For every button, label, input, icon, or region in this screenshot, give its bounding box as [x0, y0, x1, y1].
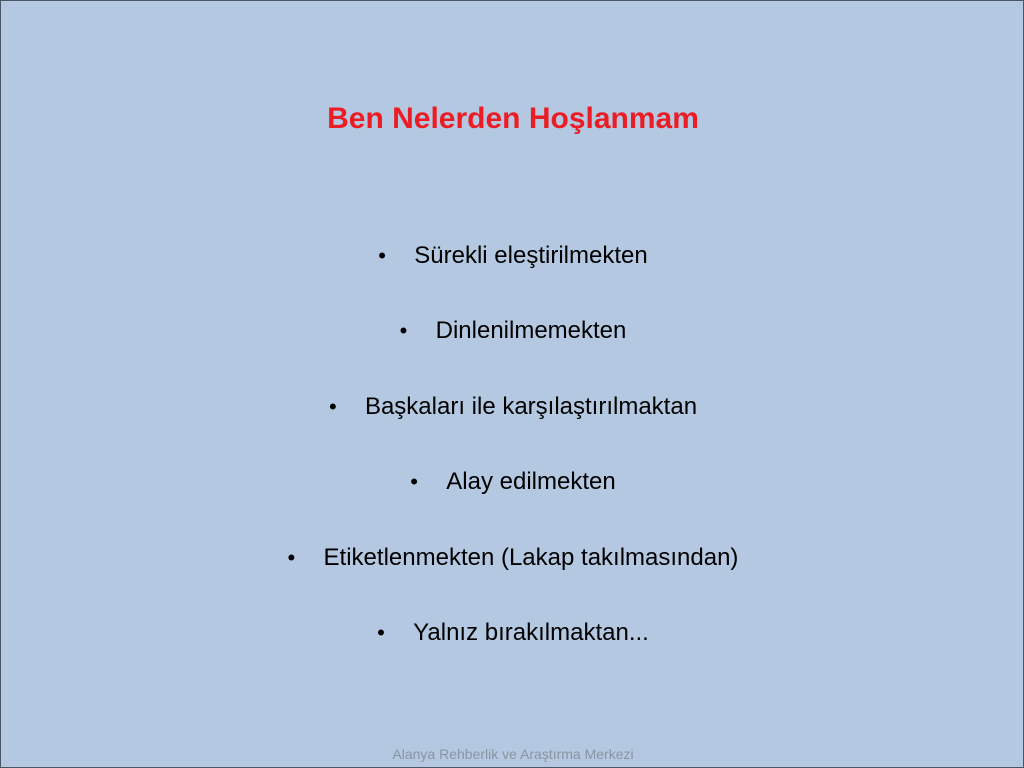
bullet-icon: • — [378, 243, 386, 268]
bullet-icon: • — [287, 544, 296, 570]
list-item-text: Alay edilmekten — [446, 468, 616, 496]
bullet-icon: • — [410, 469, 418, 495]
bullet-icon: • — [399, 318, 408, 344]
slide-title: Ben Nelerden Hoşlanmam — [327, 102, 699, 135]
bullet-icon: • — [328, 393, 337, 419]
list-item-text: Başkaları ile karşılaştırılmaktan — [364, 392, 698, 420]
bullet-list — [1, 234, 1024, 686]
list-item — [1, 611, 1024, 686]
list-item — [1, 460, 1024, 535]
list-item-text: Sürekli eleştirilmekten — [414, 242, 648, 269]
list-item — [1, 536, 1024, 611]
list-item-text: Etiketlenmekten (Lakap takılmasından) — [323, 543, 739, 571]
list-item-text: Dinlenilmemekten — [435, 317, 627, 345]
bullet-icon: • — [377, 619, 385, 645]
list-item — [1, 234, 1024, 309]
list-item-text: Yalnız bırakılmaktan... — [413, 618, 649, 646]
slide-footer: Alanya Rehberlik ve Araştırma Merkezi — [392, 746, 634, 762]
list-item — [1, 385, 1024, 460]
list-item — [1, 309, 1024, 384]
